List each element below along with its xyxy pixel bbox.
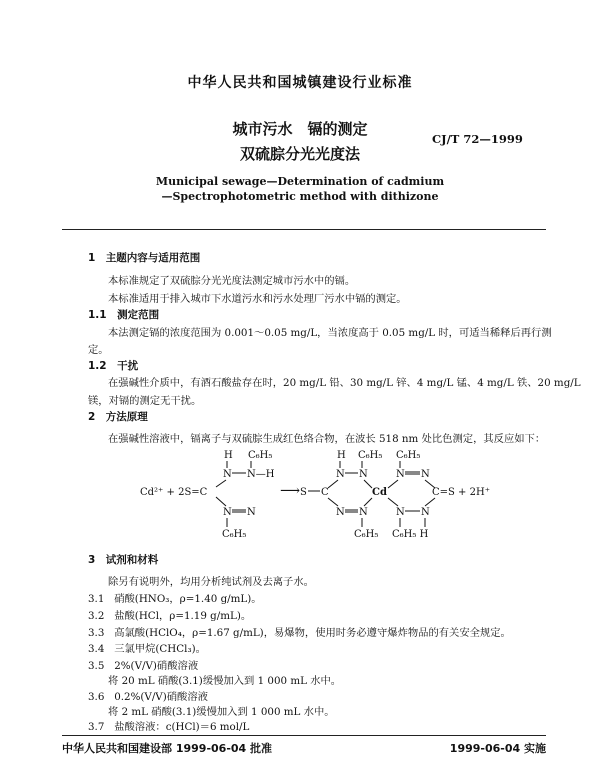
rx-n-1: N [223, 469, 232, 480]
rx-s-1: S [300, 487, 307, 498]
rx-reactant: Cd²⁺ + 2S=C [140, 487, 208, 498]
rx-bond [388, 498, 398, 506]
section-1-1-heading: 1.1 测定范围 [88, 309, 160, 321]
rx-bond [328, 480, 338, 488]
list-item [88, 624, 511, 639]
item-number: 3.2 [88, 610, 105, 622]
item-number: 3.7 [88, 721, 105, 733]
rx-n-5: N [359, 469, 368, 480]
rx-product-end: C=S + 2H⁺ [432, 487, 490, 498]
rx-c6h5-2: C₆H₅ [222, 529, 247, 540]
section-1-para-1: 本标准规定了双硫腙分光光度法测定城市污水中的镉。 [108, 275, 356, 287]
rx-n-8: N [336, 507, 345, 518]
section-1-para-2: 本标准适用于排入城市下水道污水和污水处理厂污水中镉的测定。 [108, 293, 407, 305]
item-text: 0.2%(V/V)硝酸溶液 [114, 691, 208, 703]
section-1-2-para: 在强碱性介质中，有酒石酸盐存在时，20 mg/L 铅、30 mg/L 锌、4 mg/L 锰、4 mg/L 铁、20 mg/L [108, 377, 581, 389]
item-number: 3.5 [88, 660, 105, 672]
item-text: 盐酸(HCl，ρ=1.19 g/mL)。 [114, 610, 252, 622]
rx-c6h5-4: C₆H₅ [396, 450, 421, 461]
rx-bond [364, 498, 372, 506]
rx-n-2: N [223, 507, 232, 518]
rx-bond [216, 480, 226, 487]
rx-nh-1: N—H [247, 469, 275, 480]
rx-bond [216, 497, 226, 506]
rx-h-2: H [337, 450, 346, 461]
section-2-heading: 2 方法原理 [88, 411, 148, 423]
item-text: 盐酸溶液：c(HCl)＝6 mol/L [114, 721, 250, 733]
header-rule [62, 229, 546, 230]
implementation-date: 1999-06-04 实施 [449, 742, 546, 755]
approval-note: 中华人民共和国建设部 1999-06-04 批准 [62, 742, 273, 755]
rx-bond [425, 498, 435, 506]
rx-n-4: N [336, 469, 345, 480]
footer-rule [62, 735, 546, 736]
list-item [88, 590, 262, 605]
section-1-1-para: 本法测定镉的浓度范围为 0.001～0.05 mg/L，当浓度高于 0.05 mg/L 时，可适当稀释后再行测 [108, 327, 552, 339]
list-item [88, 607, 251, 622]
rx-n-3: N [247, 507, 256, 518]
section-1-heading: 1 主题内容与适用范围 [88, 252, 201, 264]
rx-n-11: N [421, 507, 430, 518]
section-2-para: 在强碱性溶液中，镉离子与双硫腙生成红色络合物，在波长 518 nm 处比色测定，其反应如下： [108, 433, 546, 445]
section-3-intro: 除另有说明外，均用分析纯试剂及去离子水。 [108, 576, 314, 588]
section-1-2-heading: 1.2 干扰 [88, 360, 139, 372]
reaction-equation [140, 450, 540, 545]
section-1-2-para-cont: 镁，对镉的测定无干扰。 [88, 395, 202, 407]
item-text: 三氯甲烷(CHCl₃)。 [114, 643, 206, 655]
rx-n-9: N [359, 507, 368, 518]
rx-c-1: C [321, 487, 329, 498]
section-1-1-para-cont: 定。 [88, 344, 109, 356]
section-3-6-detail: 将 2 mL 硝酸(3.1)缓慢加入到 1 000 mL 水中。 [108, 706, 335, 718]
item-number: 3.1 [88, 593, 105, 605]
rx-n-7: N [421, 469, 430, 480]
title-zh-line1: 城市污水 镉的测定 [232, 120, 368, 138]
item-text: 2%(V/V)硝酸溶液 [114, 660, 199, 672]
title-en-line2: —Spectrophotometric method with dithizone [161, 190, 439, 203]
issuing-org: 中华人民共和国城镇建设行业标准 [187, 75, 413, 91]
list-item [88, 718, 249, 733]
title-zh-line2: 双硫腙分光光度法 [239, 145, 360, 163]
section-3-5-detail: 将 20 mL 硝酸(3.1)缓慢加入到 1 000 mL 水中。 [108, 675, 342, 687]
item-text: 硝酸(HNO₃，ρ=1.40 g/mL)。 [114, 593, 262, 605]
rx-bond [388, 480, 398, 488]
list-item [88, 688, 208, 703]
standard-number: CJ/T 72—1999 [432, 132, 523, 146]
rx-n-6: N [396, 469, 405, 480]
rx-c6h5-3: C₆H₅ [358, 450, 383, 461]
rx-c6h5-5: C₆H₅ [354, 529, 379, 540]
section-3-heading: 3 试剂和材料 [88, 554, 159, 566]
title-en-line1: Municipal sewage—Determination of cadmium [155, 175, 445, 188]
rx-h-1: H [224, 450, 233, 461]
rx-bond [364, 480, 372, 488]
list-item [88, 640, 206, 655]
rx-cd-center: Cd [372, 487, 387, 498]
rx-bond [328, 498, 338, 506]
item-number: 3.3 [88, 627, 105, 639]
rx-n-10: N [396, 507, 405, 518]
item-number: 3.4 [88, 643, 105, 655]
rx-c6h5-1: C₆H₅ [248, 450, 273, 461]
rx-arrow: ⟶ [280, 483, 301, 499]
item-number: 3.6 [88, 691, 105, 703]
rx-c6h5h: C₆H₅ H [392, 529, 429, 540]
item-text: 高氯酸(HClO₄，ρ=1.67 g/mL)，易爆物，使用时务必遵守爆炸物品的有关安全规定。 [114, 627, 511, 639]
list-item [88, 657, 198, 672]
